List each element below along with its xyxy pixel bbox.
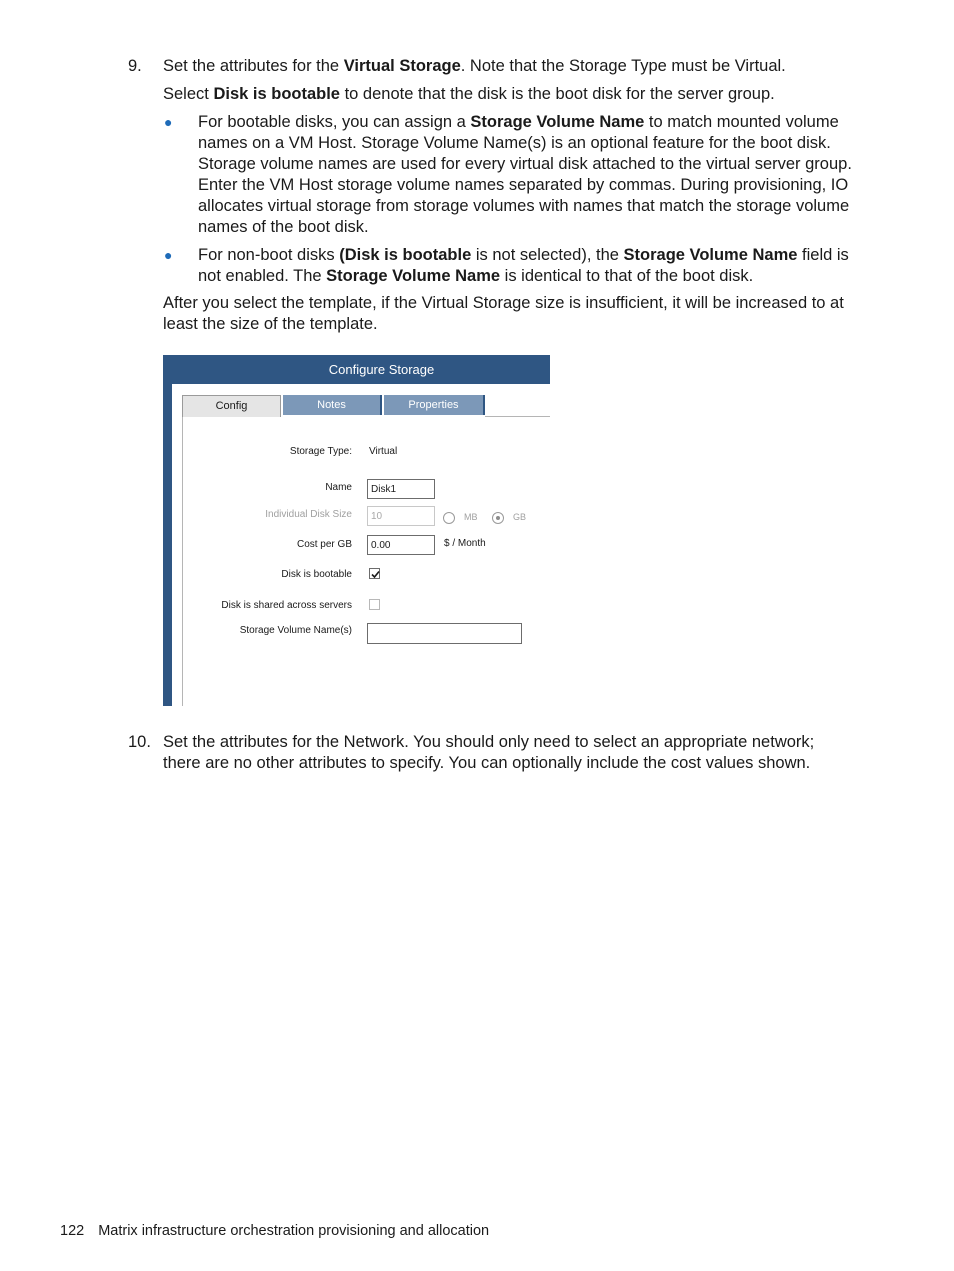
bootable-label: Disk is bootable [281, 569, 352, 580]
checkmark-icon [370, 569, 381, 580]
config-form [182, 417, 551, 706]
page-number: 122 [60, 1223, 85, 1239]
tab-config[interactable]: Config [182, 395, 281, 417]
dialog-left-bar [163, 355, 172, 706]
storage-type-value: Virtual [369, 446, 398, 457]
step-9-after-text: After you select the template, if the Virtual Storage size is insufficient, it will be increased to at least the size of the template. [163, 294, 844, 333]
cost-input[interactable]: 0.00 [367, 535, 435, 555]
volume-name-input[interactable] [367, 623, 522, 644]
configure-storage-dialog [163, 355, 550, 706]
step-9-number: 9. [128, 57, 142, 75]
mb-radio[interactable] [443, 512, 455, 524]
bullet-2-icon: ● [164, 247, 173, 263]
tab-notes[interactable]: Notes [283, 395, 382, 415]
cost-label: Cost per GB [296, 539, 352, 550]
bootable-checkbox[interactable] [369, 568, 380, 579]
tab-properties[interactable]: Properties [384, 395, 485, 415]
gb-radio-label: GB [513, 512, 527, 522]
tab-bar [172, 384, 550, 416]
gb-radio[interactable] [492, 512, 504, 524]
bullet-1-icon: ● [164, 114, 173, 130]
name-label: Name [325, 482, 352, 493]
mb-radio-label: MB [464, 512, 478, 522]
footer-title: Matrix infrastructure orchestration provisioning and allocation [98, 1223, 490, 1239]
page-footer [60, 1222, 489, 1240]
step-9-line1: Set the attributes for the Virtual Storage. Note that the Storage Type must be Virtual. [163, 57, 786, 75]
volume-name-label: Storage Volume Name(s) [239, 625, 352, 636]
dialog-title-bar [163, 355, 550, 384]
name-input[interactable]: Disk1 [367, 479, 435, 499]
storage-type-label: Storage Type: [289, 446, 352, 457]
dialog-title: Configure Storage [328, 362, 435, 377]
step-10-number: 10. [128, 733, 151, 751]
disk-size-input[interactable]: 10 [367, 506, 435, 526]
cost-unit: $ / Month [444, 538, 486, 549]
shared-label: Disk is shared across servers [221, 600, 352, 611]
bullet-2-text: For non-boot disks (Disk is bootable is not selected), the Storage Volume Name field is not enabled. The Storage Volume Name is identical to that of the boot disk. [198, 246, 849, 285]
shared-checkbox[interactable] [369, 599, 380, 610]
step-9-line2: Select Disk is bootable to denote that the disk is the boot disk for the server group. [163, 85, 775, 103]
bullet-1-text: For bootable disks, you can assign a Storage Volume Name to match mounted volume names on a VM Host. Storage Volume Name(s) is an optional feature for the boot disk. Storage volume names are used for every virtual disk attached to the virtual server group. Enter the VM Host storage volume names separated by commas. During provisioning, IO allocates virtual storage from storage volumes with names that match the storage volume names of the boot disk. [198, 113, 852, 236]
step-10-text: Set the attributes for the Network. You should only need to select an appropriate network; there are no other attributes to specify. You can optionally include the cost values shown. [163, 733, 815, 772]
disk-size-label: Individual Disk Size [265, 509, 352, 520]
